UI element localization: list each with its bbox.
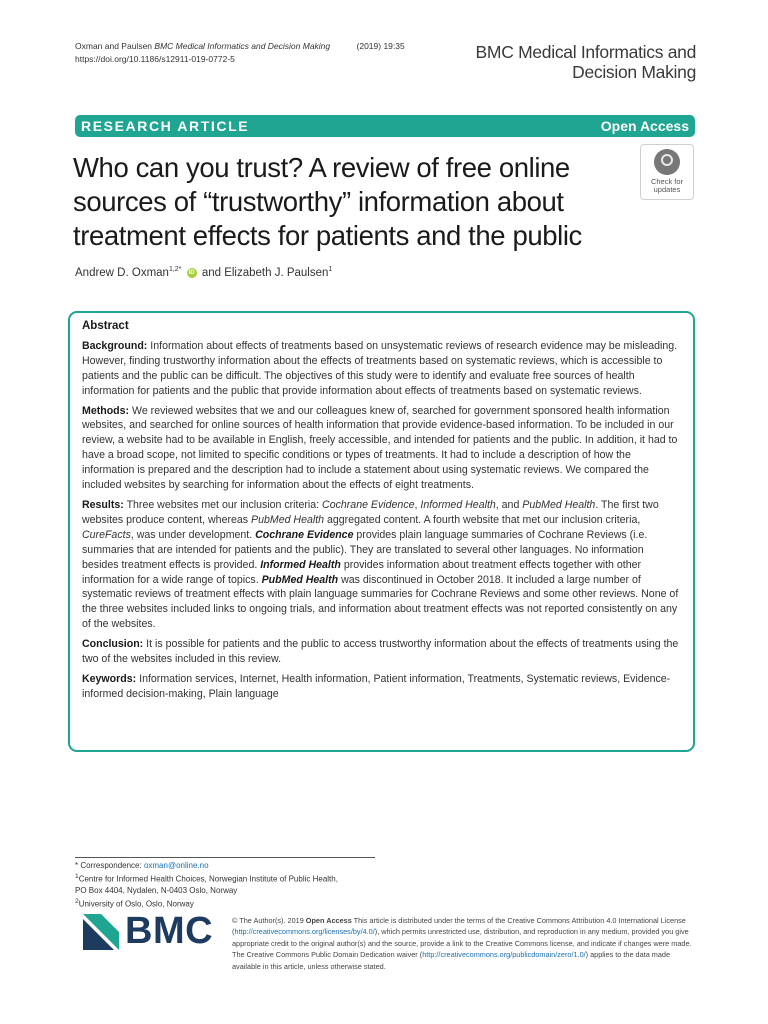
journal-name-line1: BMC Medical Informatics and [475, 42, 696, 62]
license-statement: © The Author(s). 2019 Open Access This article is distributed under the terms of the Creative Commons Attribution 4.0 International License (http://creativecommons.org/licenses/by/4.0/), which permits unrestricted use, distribution, and reproduction in any medium, provided you give appropriate credit to the original author(s) and the source, provide a link to the Creative Commons license, and indicate if changes were made. The Creative Commons Public Domain Dedication waiver (http://creativecommons.org/publicdomain/zero/1.0/) applies to the data made available in this article, unless otherwise stated. [232, 916, 692, 971]
affiliation-1: $^1$Centre for Informed Health Choices, Norwegian Institute of Public Health, [75, 873, 338, 884]
author-affiliation-sup: 1,2* [168, 266, 182, 273]
correspondence: * Correspondence: oxman@online.no [75, 861, 209, 870]
bmc-logo [83, 910, 214, 952]
citation-authors: Oxman and Paulsen [75, 41, 153, 51]
citation-journal: BMC Medical Informatics and Decision Making [154, 41, 331, 51]
author-name[interactable]: Andrew D. Oxman [75, 266, 169, 279]
check-for-updates-button[interactable] [640, 144, 694, 200]
abstract-background: Background: Information about effects of treatments based on unsystematic reviews of research evidence may be misleading. However, finding trustworthy information about the effects of treatments based on systematic reviews, which is accessible to patients and the public can be difficult. The objectives of this study were to identify and evaluate free sources of health information for patients and the public that provide information about effects of treatments based on systematic reviews. [82, 339, 678, 397]
license-link[interactable]: http://creativecommons.org/licenses/by/4.0/ [234, 927, 375, 937]
affiliation-1-address: PO Box 4404, Nydalen, N-0403 Oslo, Norway [75, 885, 238, 895]
abstract-methods: Methods: We reviewed websites that we and our colleagues knew of, searched for government sponsored health information websites, and searched for online sources of health information that provide evidence-based information. To be included in our review, a website had to be available in English, freely accessible, and intended for patients and the public. In addition, it had to have a broad scope, not limited to specific conditions or types of treatments. It had to include a description of how the information is prepared and the description had to include a statement about using systematic reviews. We compared the included websites by searching for information about the effects of eight treatments. [82, 404, 678, 492]
open-access-label: Open Access [600, 118, 689, 134]
abstract-heading: Abstract [82, 320, 129, 332]
abstract-conclusion: Conclusion: It is possible for patients and the public to access trustworthy information about the effects of treatments using the two of the websites included in this review. [82, 638, 679, 666]
journal-name-line2: Decision Making [572, 62, 696, 82]
public-domain-link[interactable]: http://creativecommons.org/publicdomain/zero/1.0/ [422, 950, 586, 960]
bmc-logo-mark-icon [83, 914, 119, 950]
email-link[interactable]: oxman@online.no [143, 861, 209, 870]
check-updates-icon [654, 149, 680, 175]
citation-year: (2019) 19:35 [356, 41, 405, 51]
footnotes [75, 857, 375, 909]
check-updates-label: Check for updates [650, 177, 684, 194]
orcid-icon[interactable]: iD [188, 269, 195, 276]
abstract-results: Results: Three websites met our inclusion criteria: Cochrane Evidence, Informed Health, and PubMed Health. The first two websites produce content, whereas PubMed Health aggregated content. A fourth website that met our inclusion criteria, CureFacts, was under development. Cochrane Evidence provides plain language summaries of Cochrane Reviews (i.e. summaries that are intended for patients and the public). They are translated to several other languages. No information besides treatment effects is provided. Informed Health provides information about treatment effects together with other information for a wide range of topics. PubMed Health was discontinued in October 2018. It included a large number of systematic reviews of treatment effects with plain language summaries for Cochrane Reviews and some other reviews. None of the three websites included links to ongoing trials, and information about treatment effects was not reported consistently on any of the websites. [82, 498, 679, 631]
article-type-banner [75, 115, 695, 137]
article-type-label: RESEARCH ARTICLE [81, 118, 250, 134]
abstract-box [68, 311, 695, 752]
abstract-keywords: Keywords: Information services, Internet, Health information, Patient information, Treatments, Systematic reviews, Evidence-informed decision-making, Plain language [82, 672, 671, 700]
citation-header [75, 40, 405, 66]
author2-affiliation-sup: 1 [328, 266, 333, 273]
author-list [75, 266, 332, 279]
bmc-logo-text: BMC [125, 910, 214, 952]
doi-link[interactable]: https://doi.org/10.1186/s12911-019-0772-5 [75, 54, 235, 64]
citation-line [75, 40, 405, 53]
author-name-2[interactable]: and Elizabeth J. Paulsen [198, 266, 329, 279]
article-title: Who can you trust? A review of free online sources of “trustworthy” information about treatment effects for patients and the public [73, 152, 582, 251]
affiliation-2: $^2$University of Oslo, Oslo, Norway [75, 897, 194, 909]
journal-name [476, 42, 696, 82]
